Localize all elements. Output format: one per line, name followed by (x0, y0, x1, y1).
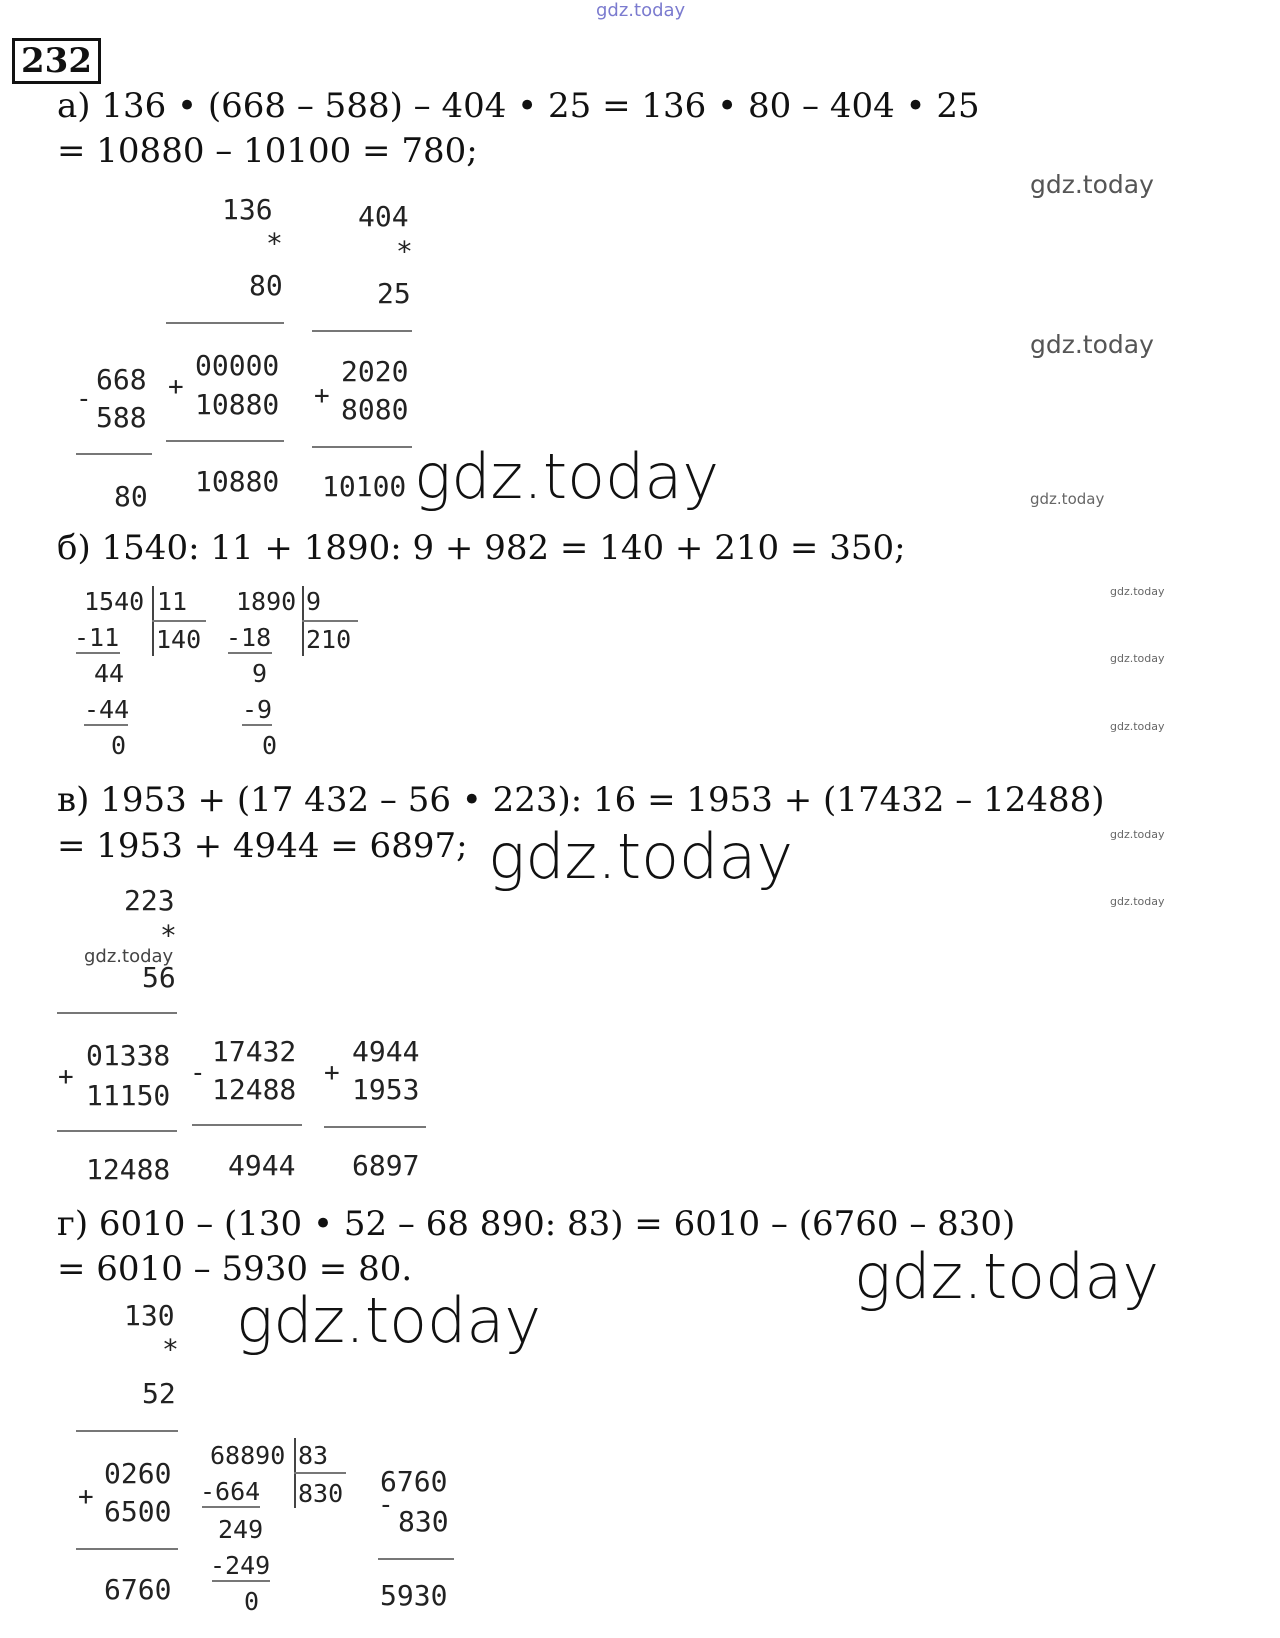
watermark: gdz.today (596, 0, 686, 21)
quotient: 140 (156, 625, 202, 654)
partial-product: 11150 (86, 1079, 171, 1112)
partial-product: 6500 (104, 1495, 172, 1528)
watermark: gdz.today (84, 946, 174, 967)
plus-sign: + (324, 1058, 340, 1088)
divider-line (212, 1580, 270, 1582)
partial-product: 2020 (341, 355, 409, 388)
operand: 223 (124, 884, 175, 917)
subtrahend: -249 (210, 1551, 271, 1580)
operator: * (160, 919, 177, 952)
remainder: 44 (94, 659, 125, 688)
subtrahend: -664 (200, 1477, 261, 1506)
divider-line (324, 1126, 426, 1128)
remainder: 9 (252, 659, 268, 688)
divider-line (202, 1506, 260, 1508)
divisor: 11 (157, 587, 188, 616)
divider-line (166, 440, 284, 442)
divider-line (378, 1558, 454, 1560)
operand: 830 (398, 1505, 449, 1538)
watermark: gdz.today (1030, 170, 1154, 199)
divisor: 9 (306, 587, 322, 616)
minus-sign: - (378, 1490, 394, 1520)
result: 10100 (322, 470, 407, 503)
quotient: 210 (306, 625, 352, 654)
divider-line (76, 1430, 178, 1432)
division-bar (152, 620, 206, 622)
minus-sign: - (190, 1058, 206, 1088)
result: 80 (114, 480, 148, 513)
divisor: 83 (298, 1441, 329, 1470)
watermark: gdz.today (854, 1240, 1160, 1313)
watermark: gdz.today (1030, 330, 1154, 359)
partial-product: 8080 (341, 393, 409, 426)
division-bar (302, 620, 358, 622)
divider-line (242, 724, 272, 726)
divider-line (84, 724, 128, 726)
equation-line: г) 6010 – (130 • 52 – 68 890: 83) = 6010 – (6760 – 830) (57, 1204, 1016, 1244)
operand: 25 (377, 277, 411, 310)
partial-product: 10880 (195, 388, 280, 421)
divider-line (228, 652, 272, 654)
operand: 6760 (380, 1465, 448, 1498)
equation-line: в) 1953 + (17 432 – 56 • 223): 16 = 1953 + (17432 – 12488) (57, 780, 1105, 820)
divider-line (57, 1130, 177, 1132)
result: 6760 (104, 1573, 172, 1606)
equation-line: = 6010 – 5930 = 80. (57, 1249, 413, 1289)
divider-line (192, 1124, 302, 1126)
operand: 588 (96, 401, 147, 434)
result: 5930 (380, 1579, 448, 1612)
operator: * (162, 1333, 179, 1366)
watermark: gdz.today (236, 1284, 542, 1357)
watermark: gdz.today (1110, 828, 1165, 841)
watermark: gdz.today (1110, 895, 1165, 908)
watermark: gdz.today (1110, 585, 1165, 598)
subtrahend: -44 (84, 695, 130, 724)
watermark: gdz.today (488, 820, 794, 893)
equation-line: а) 136 • (668 – 588) – 404 • 25 = 136 • 80 – 404 • 25 (57, 86, 980, 126)
operand: 136 (222, 193, 273, 226)
divider-line (76, 453, 152, 455)
operand: 1953 (352, 1073, 420, 1106)
operand: 404 (358, 200, 409, 233)
result: 12488 (86, 1153, 171, 1186)
division-bar (294, 1472, 346, 1474)
equation-line: = 10880 – 10100 = 780; (57, 131, 478, 171)
plus-sign: + (314, 381, 330, 411)
divider-line (76, 652, 120, 654)
watermark: gdz.today (1110, 652, 1165, 665)
remainder: 0 (111, 731, 127, 760)
operator: * (266, 227, 283, 260)
operand: 12488 (212, 1073, 297, 1106)
divider-line (76, 1548, 178, 1550)
watermark: gdz.today (1110, 720, 1165, 733)
partial-product: 01338 (86, 1039, 171, 1072)
result: 4944 (228, 1149, 296, 1182)
dividend: 68890 (210, 1441, 286, 1470)
result: 10880 (195, 465, 280, 498)
remainder: 0 (244, 1587, 260, 1616)
subtrahend: -18 (226, 623, 272, 652)
operator: * (396, 235, 413, 268)
divider-line (312, 446, 412, 448)
operand: 52 (142, 1377, 176, 1410)
quotient: 830 (298, 1479, 344, 1508)
equation-line: = 1953 + 4944 = 6897; (57, 826, 468, 866)
remainder: 249 (218, 1515, 264, 1544)
divider-line (166, 322, 284, 324)
watermark: gdz.today (1030, 490, 1105, 508)
result: 6897 (352, 1149, 420, 1182)
divider-line (312, 330, 412, 332)
watermark: gdz.today (414, 440, 720, 513)
subtrahend: -11 (74, 623, 120, 652)
plus-sign: + (58, 1062, 74, 1092)
operand: 80 (249, 269, 283, 302)
partial-product: 0260 (104, 1457, 172, 1490)
divider-line (57, 1012, 177, 1014)
operand: 17432 (212, 1035, 297, 1068)
subtrahend: -9 (242, 695, 273, 724)
dividend: 1890 (236, 587, 297, 616)
operand: 4944 (352, 1035, 420, 1068)
operand: 130 (124, 1299, 175, 1332)
operand: 668 (96, 363, 147, 396)
equation-line: б) 1540: 11 + 1890: 9 + 982 = 140 + 210 = 350; (57, 528, 906, 568)
partial-product: 00000 (195, 349, 280, 382)
minus-sign: - (76, 384, 92, 414)
dividend: 1540 (84, 587, 145, 616)
problem-number: 232 (12, 38, 101, 84)
plus-sign: + (78, 1482, 94, 1512)
operand: 56 (142, 961, 176, 994)
plus-sign: + (168, 372, 184, 402)
remainder: 0 (262, 731, 278, 760)
